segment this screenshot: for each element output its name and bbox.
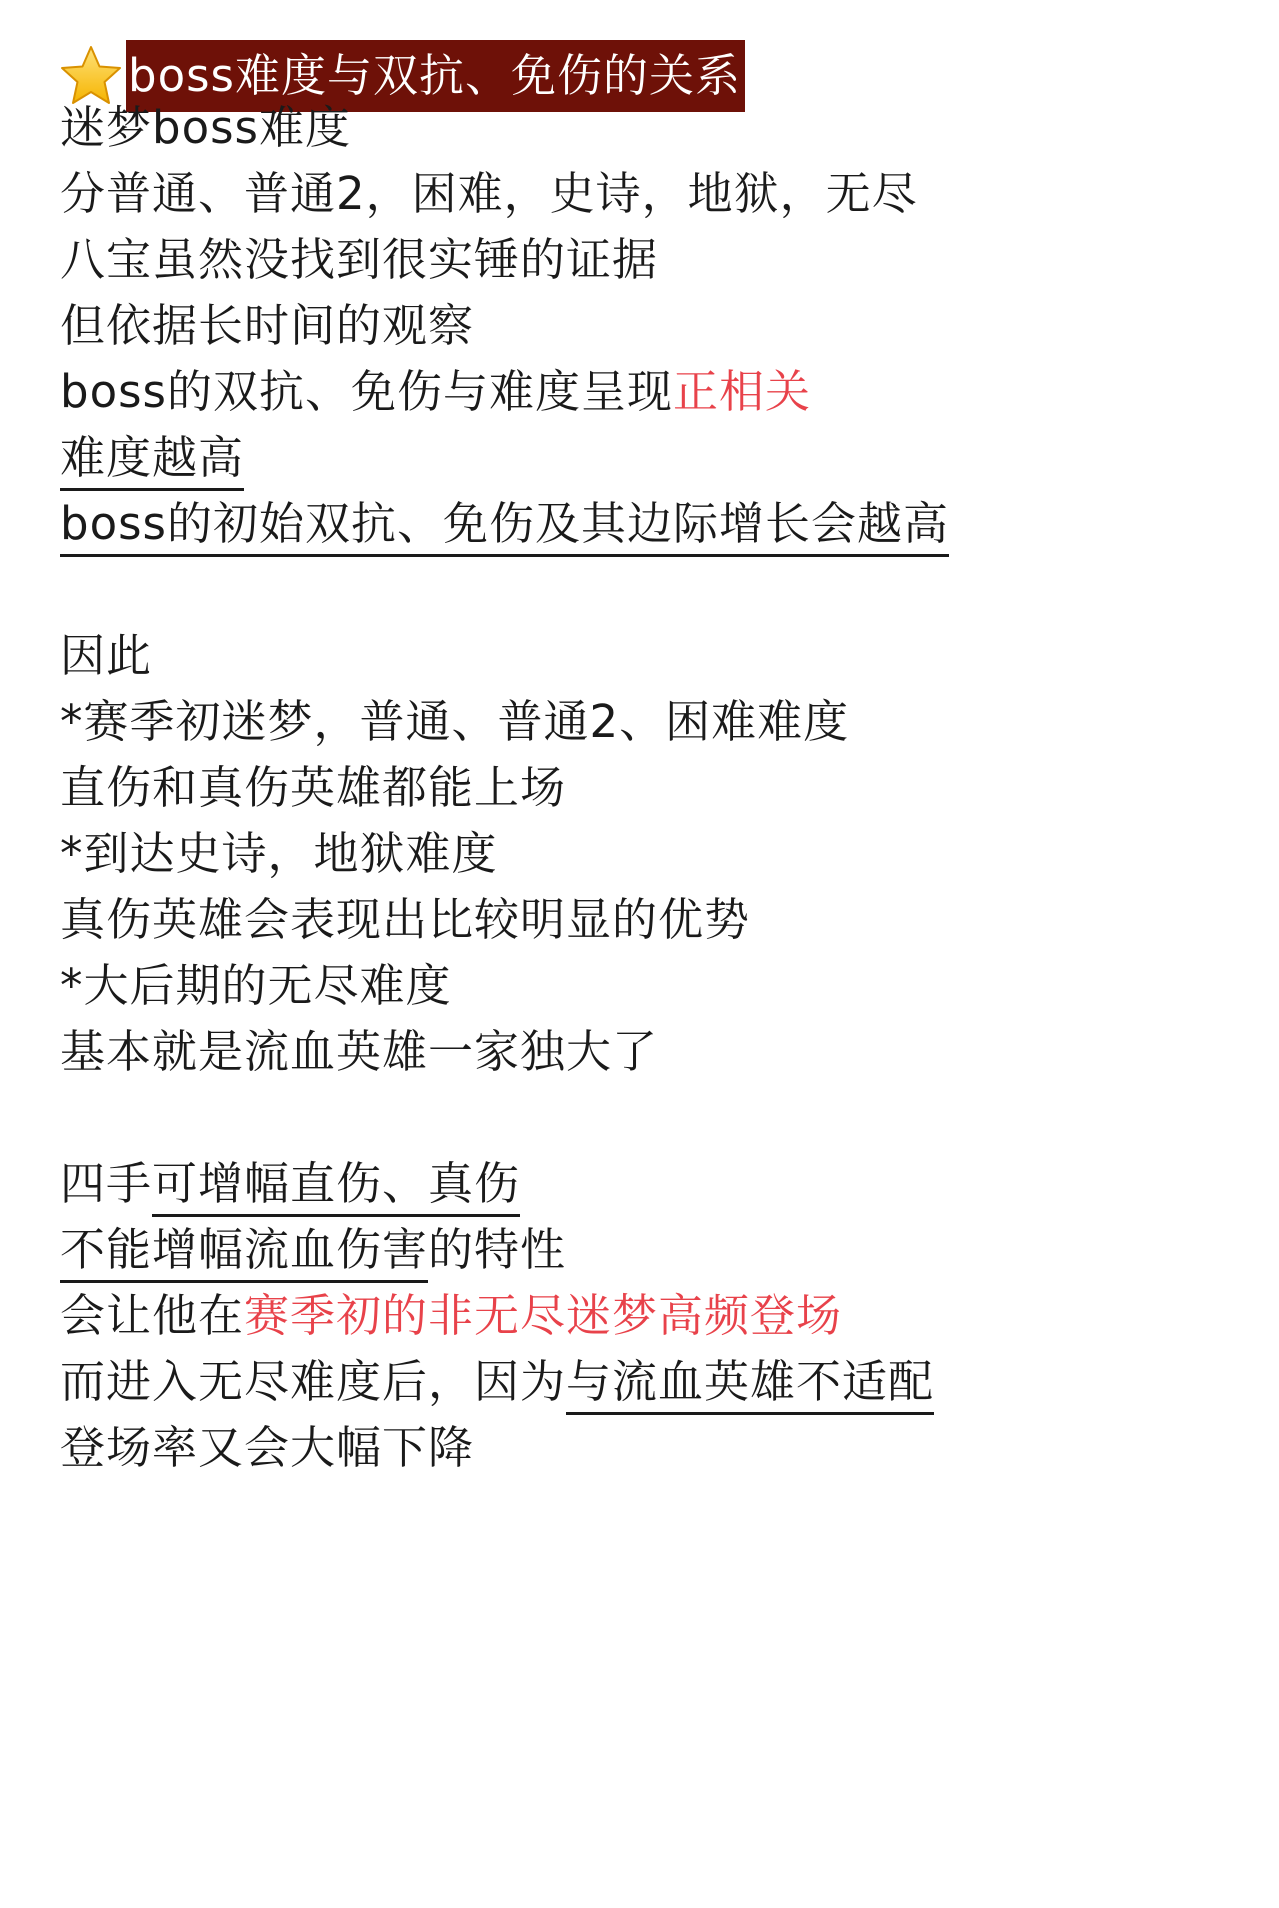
underlined-text: 不能增幅流血伤害 <box>60 1223 428 1283</box>
underlined-text: 难度越高 <box>60 431 244 491</box>
text-line: *到达史诗，地狱难度 <box>60 827 498 880</box>
text-segment: 的特性 <box>428 1223 567 1276</box>
text-line: 分普通、普通2，困难，史诗，地狱，无尽 <box>60 167 918 220</box>
text-line: 直伤和真伤英雄都能上场 <box>60 761 567 814</box>
text-line: 真伤英雄会表现出比较明显的优势 <box>60 893 751 946</box>
text-line: 迷梦boss难度 <box>60 101 351 154</box>
text-segment: boss的双抗、免伤与难度呈现 <box>60 365 673 418</box>
text-segment: 而进入无尽难度后，因为 <box>60 1355 567 1408</box>
text-line: 登场率又会大幅下降 <box>60 1421 475 1474</box>
text-segment: 四手 <box>60 1157 153 1210</box>
underlined-text: 可增幅直伤、真伤 <box>152 1157 520 1217</box>
text-line: 但依据长时间的观察 <box>60 299 475 352</box>
text-line: 因此 <box>60 629 153 682</box>
text-line <box>60 428 244 488</box>
text-line: 八宝虽然没找到很实锤的证据 <box>60 233 659 286</box>
underlined-text: boss的初始双抗、免伤及其边际增长会越高 <box>60 497 949 557</box>
underlined-text: 与流血英雄不适配 <box>566 1355 934 1415</box>
text-line <box>60 1352 934 1412</box>
text-line: *大后期的无尽难度 <box>60 959 452 1012</box>
text-line <box>60 362 811 422</box>
text-line <box>60 1286 842 1346</box>
page-title: boss难度与双抗、免伤的关系 <box>126 40 745 112</box>
text-line <box>60 494 949 554</box>
text-line <box>60 1220 566 1280</box>
highlight-text: 赛季初的非无尽迷梦高频登场 <box>244 1289 843 1342</box>
text-segment: 会让他在 <box>60 1289 245 1342</box>
text-line: 基本就是流血英雄一家独大了 <box>60 1025 659 1078</box>
highlight-text: 正相关 <box>673 365 812 418</box>
text-line: *赛季初迷梦，普通、普通2、困难难度 <box>60 695 850 748</box>
text-line <box>60 1154 520 1214</box>
